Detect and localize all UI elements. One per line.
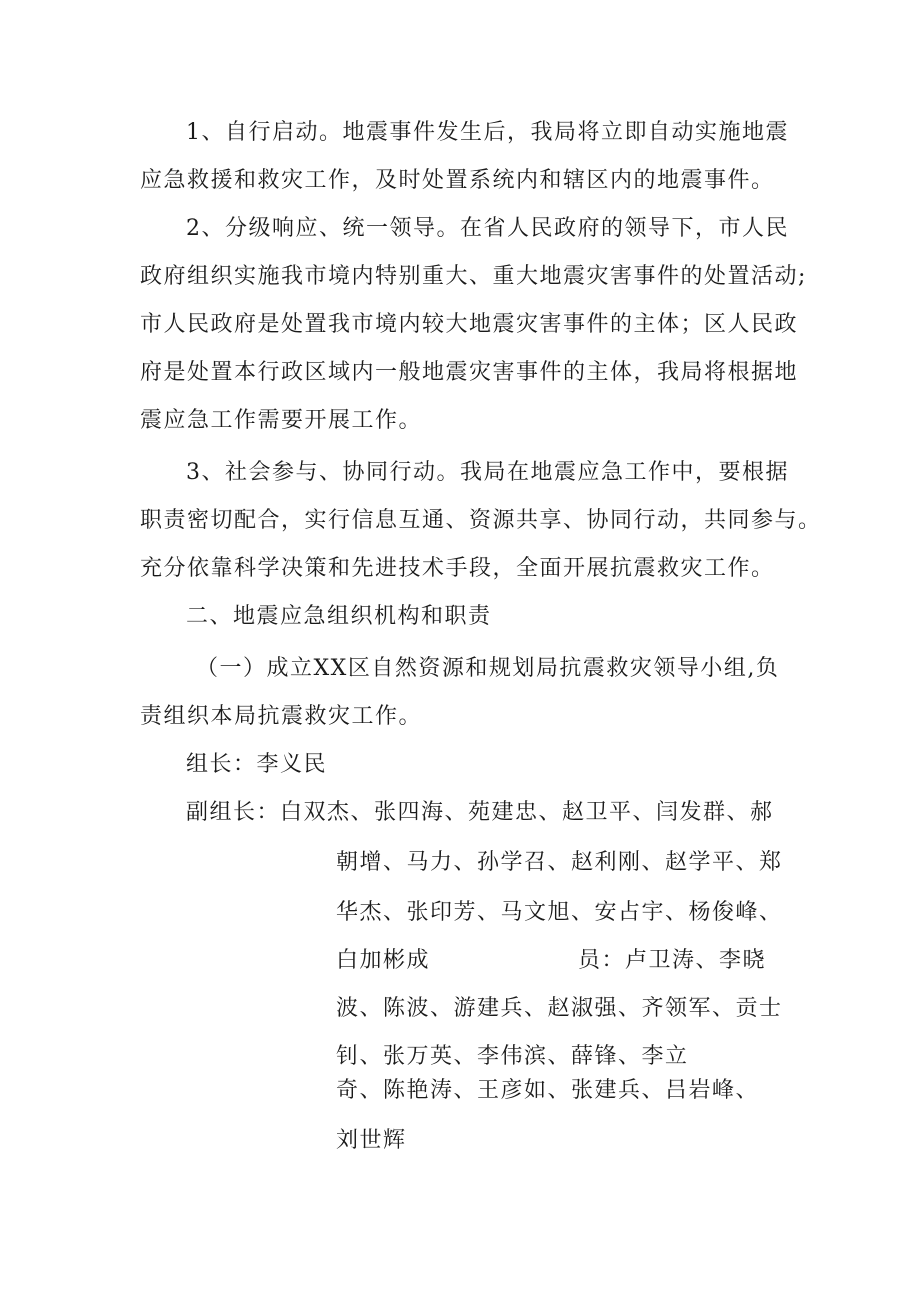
paragraph-3-line-3: 充分依靠科学决策和先进技术手段，全面开展抗震救灾工作。 xyxy=(140,556,775,581)
members-line-2: 波、陈波、游建兵、赵淑强、齐领军、贡士 xyxy=(336,996,783,1021)
members-line-start: 员：卢卫涛、李晓 xyxy=(578,948,767,973)
members-line-3: 钊、张万英、李伟滨、薛锋、李立 xyxy=(336,1044,689,1069)
deputy-line-1: 副组长：白双杰、张四海、苑建忠、赵卫平、闫发群、郝 xyxy=(186,800,774,825)
paragraph-1-line-2: 应急救援和救灾工作，及时处置系统内和辖区内的地震事件。 xyxy=(140,168,775,193)
paragraph-1-line-1: 1、自行启动。地震事件发生后，我局将立即自动实施地震 xyxy=(186,120,789,145)
paragraph-2-line-4: 府是处置本行政区域内一般地震灾害事件的主体，我局将根据地 xyxy=(140,360,799,385)
subsection-1-line-2: 责组织本局抗震救灾工作。 xyxy=(140,704,423,729)
paragraph-2-line-1: 2、分级响应、统一领导。在省人民政府的领导下，市人民 xyxy=(186,216,789,241)
subsection-1-line-1: （一）成立XX区自然资源和规划局抗震救灾领导小组,负 xyxy=(196,656,780,681)
paragraph-2-line-5: 震应急工作需要开展工作。 xyxy=(140,408,423,433)
paragraph-3-line-2: 职责密切配合，实行信息互通、资源共享、协同行动，共同参与。 xyxy=(140,508,822,533)
deputy-line-2: 朝增、马力、孙学召、赵利刚、赵学平、郑 xyxy=(336,850,783,875)
deputy-line-4a: 白加彬成 xyxy=(336,948,431,973)
members-line-4: 奇、陈艳涛、王彦如、张建兵、吕岩峰、 xyxy=(336,1078,760,1103)
deputy-line-3: 华杰、张印芳、马文旭、安占宇、杨俊峰、 xyxy=(336,900,783,925)
section-heading: 二、地震应急组织机构和职责 xyxy=(186,604,492,629)
paragraph-3-line-1: 3、社会参与、协同行动。我局在地震应急工作中，要根据 xyxy=(186,460,789,485)
paragraph-2-line-2: 政府组织实施我市境内特别重大、重大地震灾害事件的处置活动; xyxy=(140,264,807,289)
members-line-5: 刘世辉 xyxy=(336,1128,407,1153)
paragraph-2-line-3: 市人民政府是处置我市境内较大地震灾害事件的主体；区人民政 xyxy=(140,312,799,337)
leader-line: 组长：李义民 xyxy=(186,752,328,777)
